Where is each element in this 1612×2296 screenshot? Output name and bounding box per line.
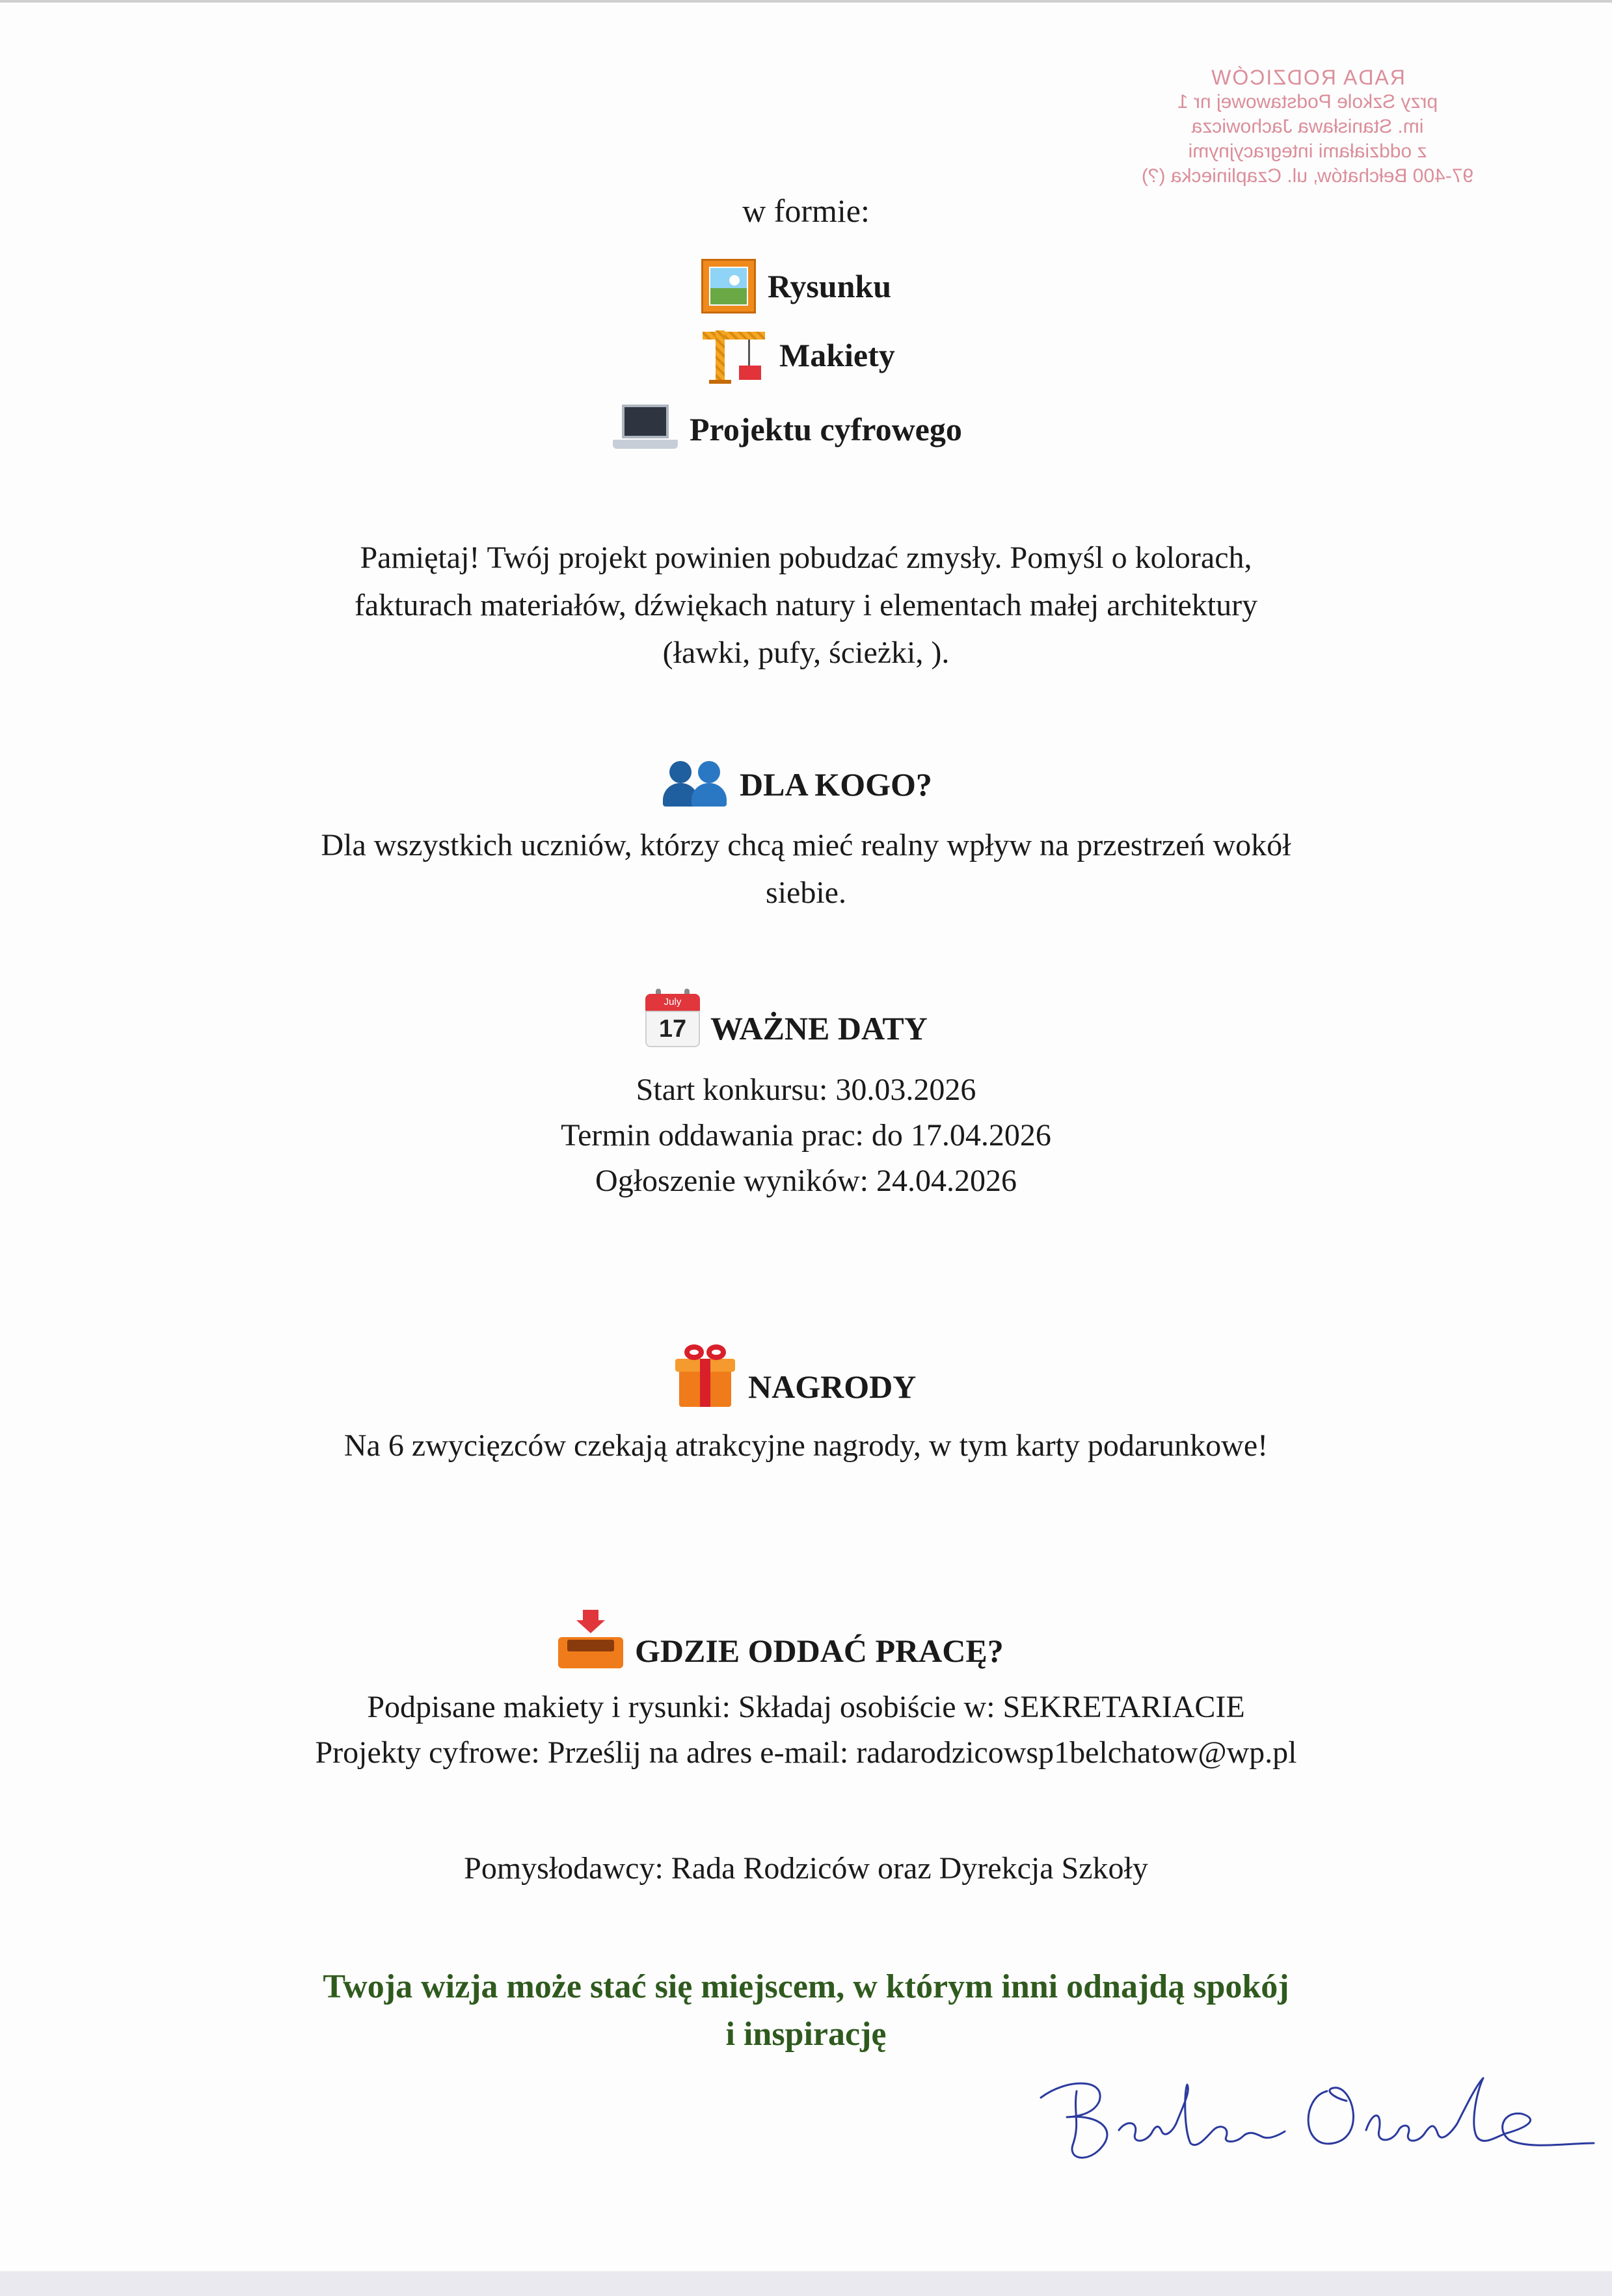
authors-line: Pomysłodawcy: Rada Rodziców oraz Dyrekcja Szkoły bbox=[464, 1851, 1148, 1886]
submission-in-person: Podpisane makiety i rysunki: Składaj osobiście w: SEKRETARIACIE bbox=[367, 1690, 1245, 1724]
prizes-line: Na 6 zwycięzców czekają atrakcyjne nagrody, w tym karty podarunkowe! bbox=[343, 1428, 1269, 1463]
calendar-icon: July 17 bbox=[645, 989, 700, 1048]
reminder-line-1: Pamiętaj! Twój projekt powinien pobudzać zmysły. Pomyśl o kolorach, bbox=[360, 541, 1252, 575]
reminder-line-2: fakturach materiałów, dźwiękach natury i elementach małej architektury bbox=[354, 588, 1258, 622]
dates-heading-row bbox=[645, 989, 928, 1048]
form-option-label: Makiety bbox=[779, 337, 895, 373]
reminder-line-3: (ławki, pufy, ścieżki, ). bbox=[662, 635, 950, 670]
prizes-heading-row bbox=[674, 1343, 916, 1408]
stamp-line: przy Szkole Podstawowej nr 1 bbox=[1177, 91, 1438, 113]
scan-top-edge bbox=[0, 0, 1612, 3]
audience-line-2: siebie. bbox=[766, 875, 846, 910]
prizes-heading: NAGRODY bbox=[748, 1368, 917, 1405]
form-option-label: Projektu cyfrowego bbox=[690, 411, 962, 447]
stamp-line: RADA RODZICÓW bbox=[1210, 66, 1405, 89]
form-intro: w formie: bbox=[742, 193, 870, 229]
form-option-drawing bbox=[701, 259, 891, 314]
audience-line-1: Dla wszystkich uczniów, którzy chcą mieć realny wpływ na przestrzeń wokół bbox=[321, 828, 1291, 862]
scan-bottom-band bbox=[0, 2271, 1612, 2296]
dates-results: Ogłoszenie wyników: 24.04.2026 bbox=[595, 1164, 1017, 1198]
submission-email: Projekty cyfrowe: Prześlij na adres e-mail: radarodzicowsp1belchatow@wp.pl bbox=[315, 1735, 1297, 1770]
form-option-label: Rysunku bbox=[768, 268, 892, 304]
gift-icon bbox=[674, 1343, 736, 1408]
audience-heading-row bbox=[660, 761, 932, 808]
handwritten-signature bbox=[1028, 2052, 1600, 2176]
submission-heading: GDZIE ODDAĆ PRACĘ? bbox=[635, 1633, 1004, 1669]
stamp-line: z oddziałami integracyjnymi bbox=[1188, 140, 1427, 162]
form-option-digital bbox=[613, 405, 962, 454]
inbox-tray-icon bbox=[558, 1610, 623, 1670]
submission-heading-row bbox=[558, 1610, 1004, 1670]
crane-icon bbox=[703, 325, 768, 385]
framed-picture-icon bbox=[701, 259, 756, 314]
dates-deadline: Termin oddawania prac: do 17.04.2026 bbox=[561, 1118, 1051, 1153]
laptop-icon bbox=[613, 405, 678, 454]
audience-heading: DLA KOGO? bbox=[740, 766, 932, 803]
form-option-model bbox=[703, 325, 895, 385]
people-icon bbox=[660, 761, 728, 808]
dates-heading: WAŻNE DATY bbox=[710, 1010, 928, 1047]
stamp-line: 97-400 Bełchatów, ul. Czapliniecka (?) bbox=[1141, 165, 1474, 187]
stamp-line: im. Stanisława Jachowicza bbox=[1191, 116, 1424, 137]
dates-start: Start konkursu: 30.03.2026 bbox=[636, 1073, 976, 1107]
closing-line-2: i inspirację bbox=[725, 2016, 887, 2053]
closing-line-1: Twoja wizja może stać się miejscem, w którym inni odnajdą spokój bbox=[323, 1968, 1289, 2005]
